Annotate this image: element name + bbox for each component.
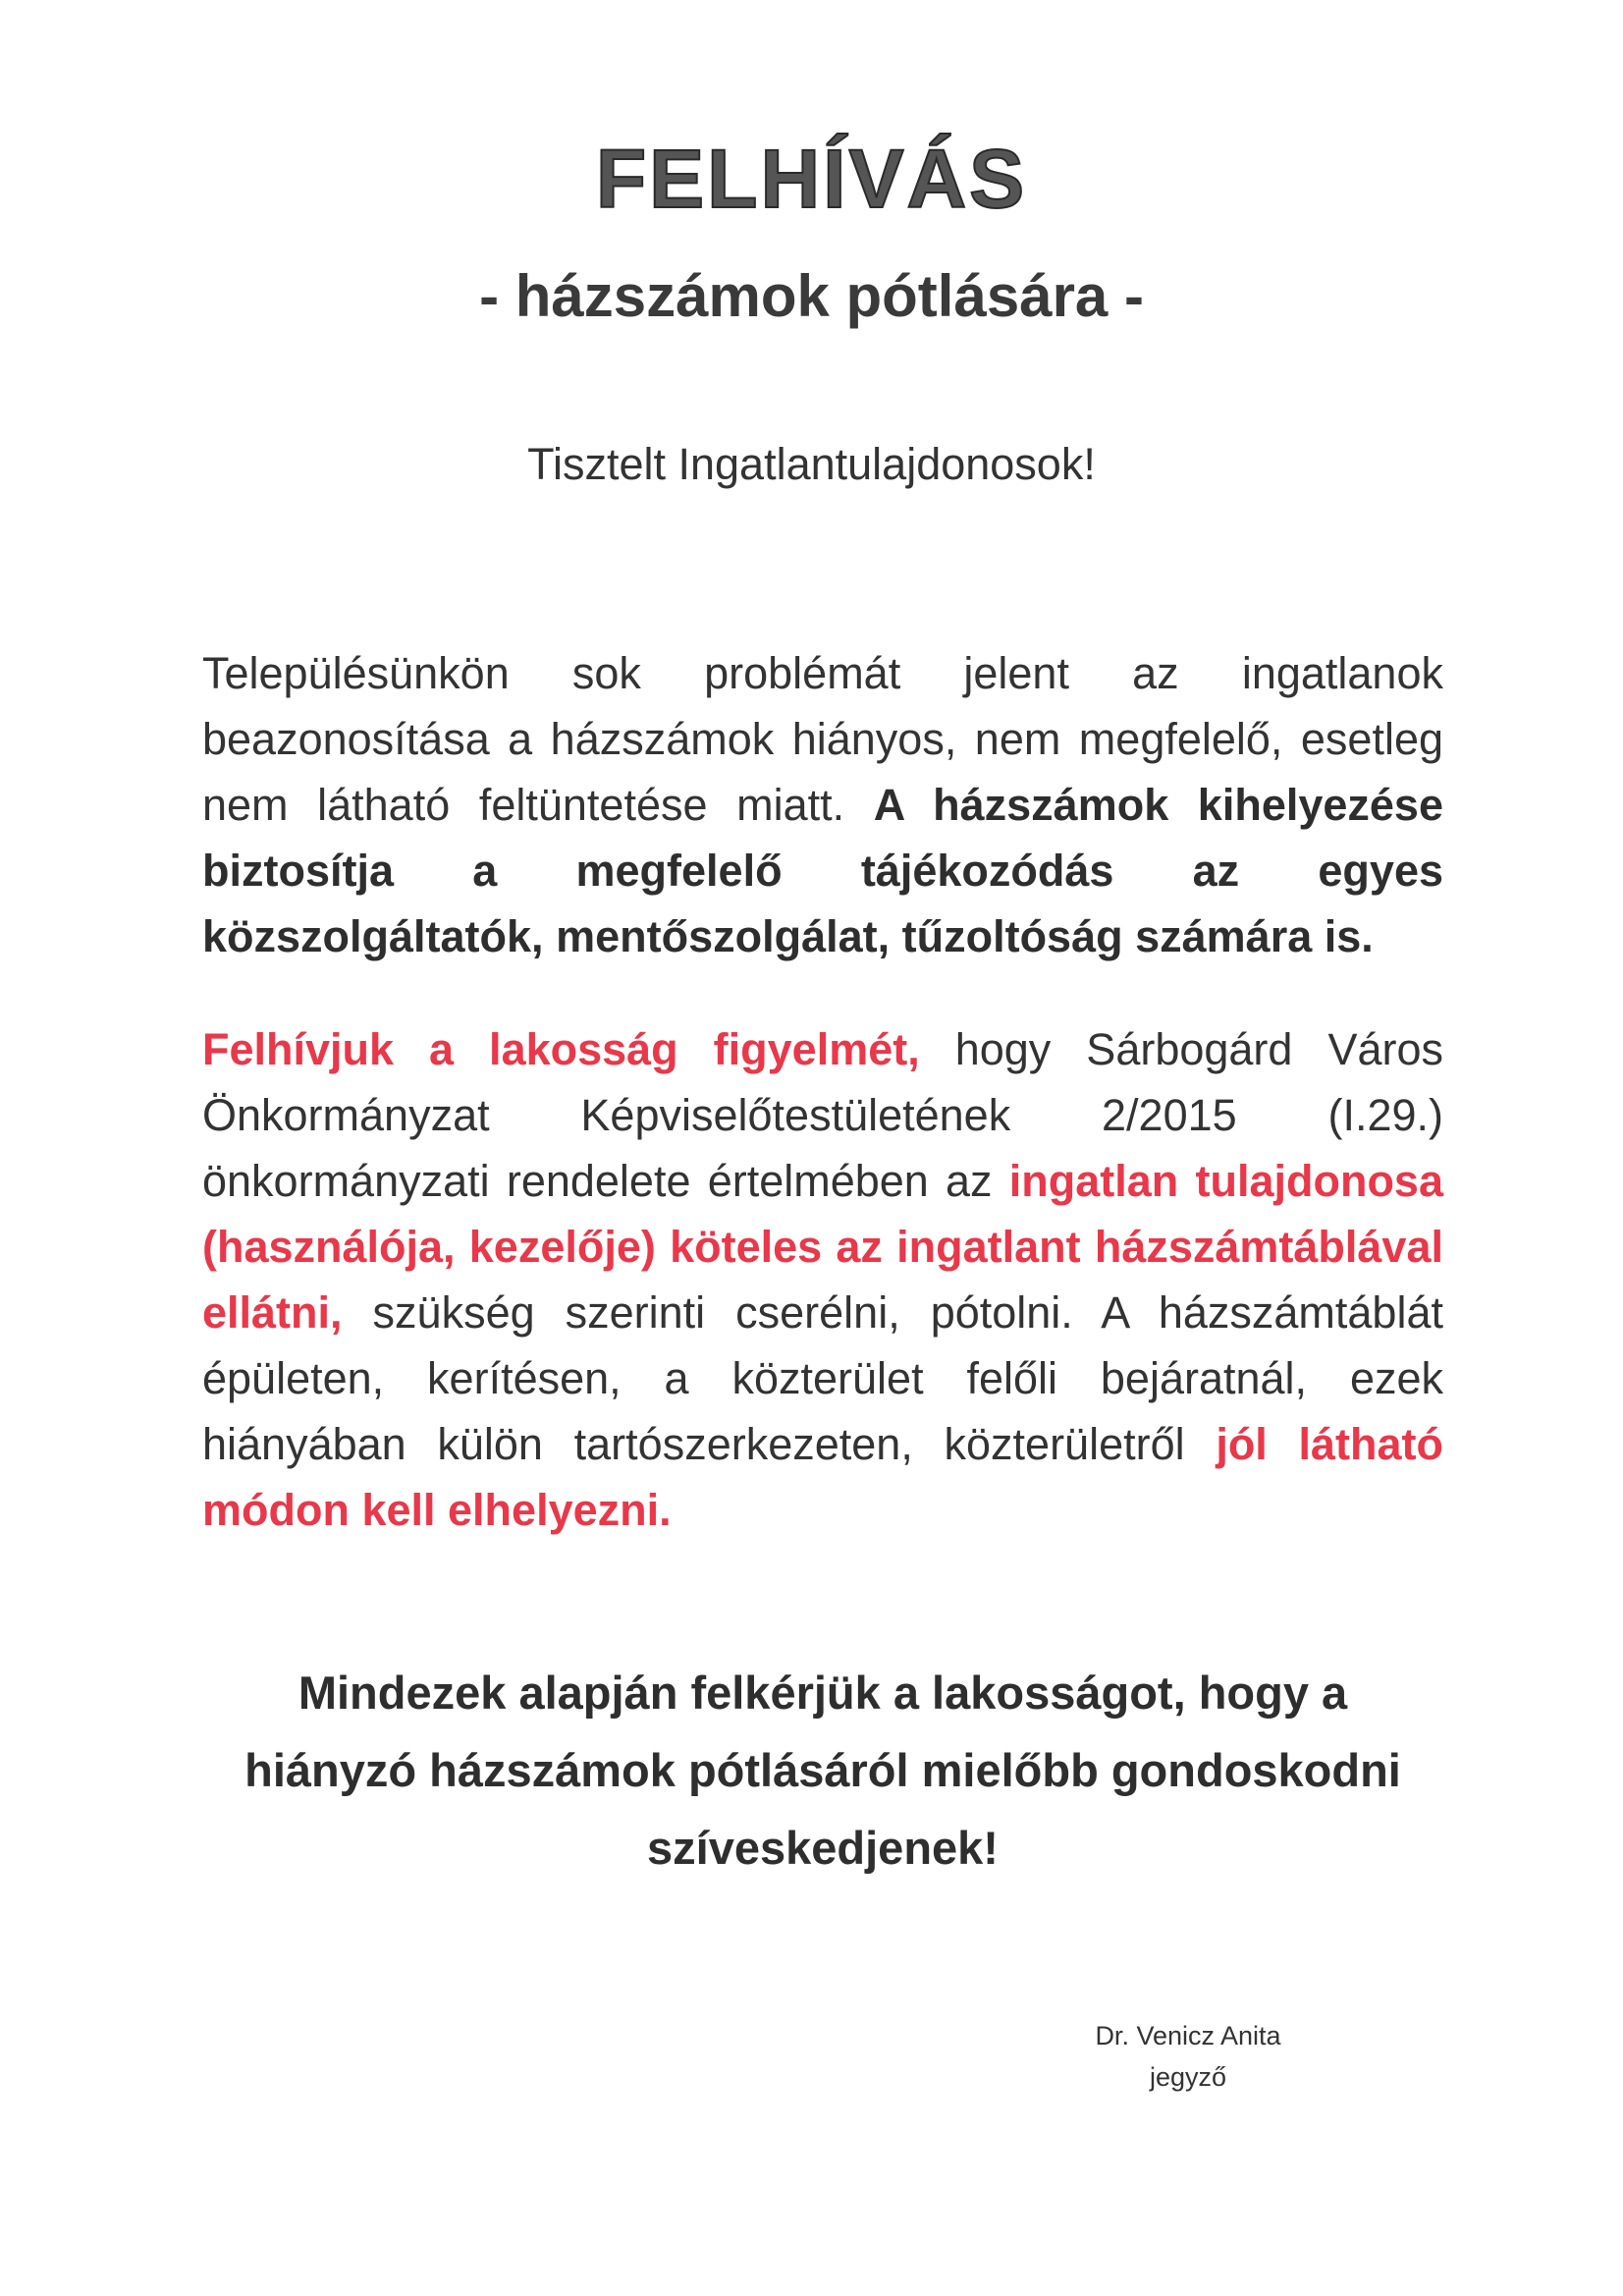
regulation-red-obligation: ingatlan tulajdonosa (használója, kezelője) köteles az ingatlant házszámtáblával ellátni,	[202, 1156, 1443, 1338]
page-subtitle: - házszámok pótlására -	[479, 263, 1144, 329]
regulation-text-1: hogy Sárbogárd Város Önkormányzat Képviselőtestületének 2/2015 (I.29.) önkormányzati rendelete értelmében az	[202, 1024, 1443, 1206]
closing-request	[202, 1654, 1443, 1886]
closing-line-1: Mindezek alapján felkérjük a lakosságot, hogy a	[298, 1667, 1348, 1719]
paragraph-problem-text: Településünkön sok problémát jelent az ingatlanok beazonosítása a házszámok hiányos, nem megfelelő, esetleg nem látható feltüntetése miatt.	[202, 648, 1443, 830]
paragraph-problem-bold: A házszámok kihelyezése biztosítja a megfelelő tájékozódás az egyes közszolgáltatók, mentőszolgálat, tűzoltóság számára is.	[202, 780, 1443, 961]
regulation-red-lead: Felhívjuk a lakosság figyelmét,	[202, 1024, 920, 1074]
closing-line-3: szíveskedjenek!	[647, 1822, 999, 1874]
signature-name: Dr. Venicz Anita	[1095, 2021, 1281, 2050]
closing-line-2: hiányzó házszámok pótlásáról mielőbb gondoskodni	[244, 1744, 1401, 1796]
salutation: Tisztelt Ingatlantulajdonosok!	[527, 439, 1096, 489]
regulation-text-2: szükség szerinti cserélni, pótolni. A házszámtáblát épületen, kerítésen, a közterület felőli bejáratnál, ezek hiányában külön tartószerkezeten, közterületről	[202, 1287, 1443, 1469]
page-title: FELHÍVÁS	[595, 133, 1028, 225]
signature-role: jegyző	[1149, 2062, 1227, 2092]
paragraph-regulation	[202, 1016, 1443, 1543]
signature-block	[1041, 2015, 1335, 2098]
regulation-red-visibility: jól látható módon kell elhelyezni.	[202, 1419, 1444, 1535]
paragraph-problem	[202, 640, 1443, 969]
